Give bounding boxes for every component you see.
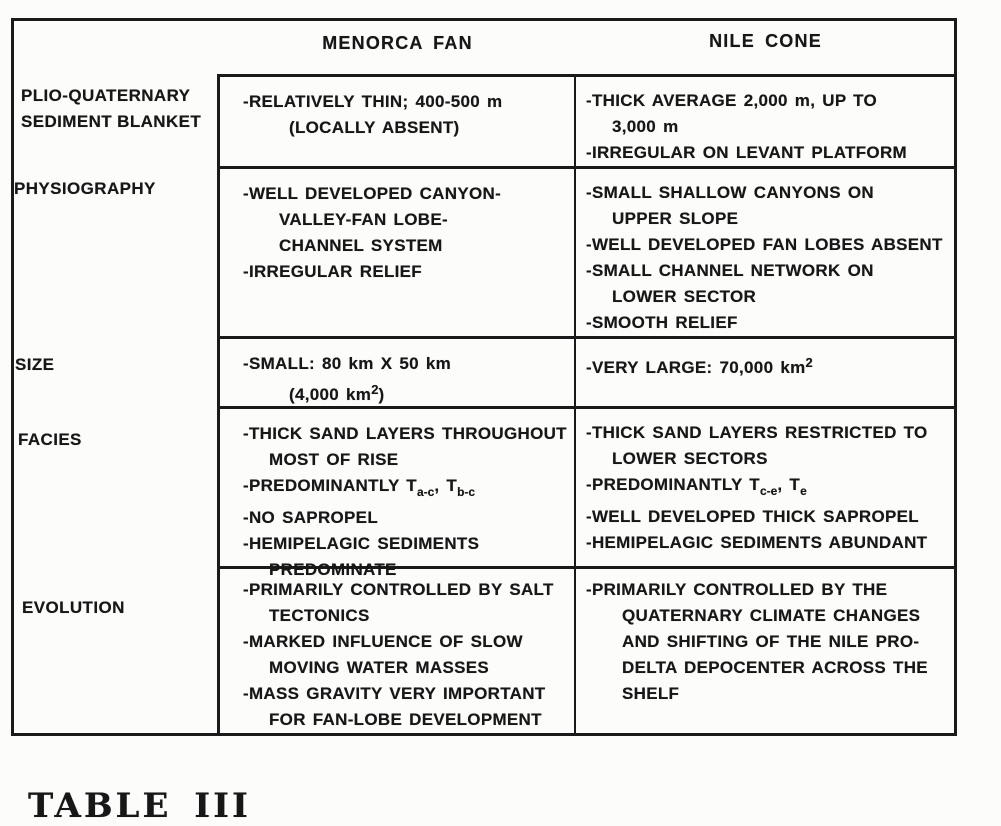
text-line: LOWER SECTORS [612, 449, 768, 468]
text-line: TECTONICS [269, 606, 370, 625]
text-line: -PRIMARILY CONTROLLED BY THE [586, 580, 888, 599]
cell-menorca-size [220, 339, 576, 406]
text-line: FOR FAN-LOBE DEVELOPMENT [269, 710, 542, 729]
text-line: QUATERNARY CLIMATE CHANGES [622, 606, 921, 625]
text-line: -WELL DEVELOPED CANYON- [243, 184, 502, 203]
row-label-evolution: EVOLUTION [22, 598, 125, 617]
text-line: UPPER SLOPE [612, 209, 739, 228]
row-label-plio-quaternary-sediment-blanket: PLIO-QUATERNARY SEDIMENT BLANKET [21, 86, 202, 131]
text-line: -HEMIPELAGIC SEDIMENTS ABUNDANT [586, 533, 928, 552]
cell-nile-size [576, 339, 954, 406]
column-header-nile-cone: NILE CONE [709, 31, 822, 51]
table-row-size [220, 339, 954, 409]
table-row-physiography [220, 169, 954, 339]
cell-menorca-physiography [220, 169, 576, 336]
cell-menorca-evolution [220, 569, 576, 733]
column-header-menorca-fan: MENORCA FAN [322, 33, 473, 53]
table-row-facies [220, 409, 954, 579]
text-line: LOWER SECTOR [612, 287, 757, 306]
text-line: -SMALL SHALLOW CANYONS ON [586, 183, 875, 202]
data-grid [217, 74, 957, 736]
text-line: (4,000 $km^2$) [289, 382, 385, 404]
table-row-sediment-blanket [220, 77, 954, 169]
text-line: -HEMIPELAGIC SEDIMENTS [243, 534, 480, 553]
text-line: -PRIMARILY CONTROLLED BY SALT [243, 580, 554, 599]
text-line: -SMALL: 80 km X 50 km [243, 354, 452, 373]
text-line: PREDOMINATE [269, 560, 397, 579]
row-label-physiography: PHYSIOGRAPHY [14, 179, 156, 198]
text-line: -VERY LARGE: 70,000 $km^2$ [586, 355, 813, 377]
cell-nile-facies [576, 409, 954, 566]
text-line: (LOCALLY ABSENT) [289, 118, 460, 137]
comparison-table [11, 18, 957, 736]
cell-nile-evolution [576, 569, 954, 733]
text-line: -MARKED INFLUENCE OF SLOW [243, 632, 523, 651]
table-caption: TABLE III [28, 786, 251, 826]
row-label-facies: FACIES [18, 430, 82, 449]
text-line: -RELATIVELY THIN; 400-500 m [243, 92, 503, 111]
text-line: 3,000 m [612, 117, 679, 136]
cell-nile-physiography [576, 169, 954, 336]
text-line: -IRREGULAR ON LEVANT PLATFORM [586, 143, 907, 162]
text-line: AND SHIFTING OF THE NILE PRO- [622, 632, 920, 651]
text-line: MOST OF RISE [269, 450, 399, 469]
text-line: VALLEY-FAN LOBE- [279, 210, 448, 229]
table-row-evolution [220, 569, 954, 733]
text-line: SHELF [622, 684, 680, 703]
cell-menorca-facies [220, 409, 576, 579]
text-line: -THICK AVERAGE 2,000 m, UP TO [586, 91, 878, 110]
text-line: -PREDOMINANTLY $T_{a-c}$, $T_{b-c}$ [243, 476, 476, 499]
text-line: DELTA DEPOCENTER ACROSS THE [622, 658, 928, 677]
text-line: MOVING WATER MASSES [269, 658, 490, 677]
text-line: -WELL DEVELOPED FAN LOBES ABSENT [586, 235, 943, 254]
cell-nile-sediment-blanket [576, 77, 954, 166]
text-line: -PREDOMINANTLY $T_{c-e}$, $T_e$ [586, 475, 807, 498]
text-line: -THICK SAND LAYERS RESTRICTED TO [586, 423, 928, 442]
text-line: -THICK SAND LAYERS THROUGHOUT [243, 424, 567, 443]
text-line: -SMOOTH RELIEF [586, 313, 738, 332]
text-line: -IRREGULAR RELIEF [243, 262, 422, 281]
text-line: -NO SAPROPEL [243, 508, 379, 527]
text-line: -SMALL CHANNEL NETWORK ON [586, 261, 874, 280]
cell-menorca-sediment-blanket [220, 77, 576, 166]
row-label-size: SIZE [15, 355, 55, 374]
text-line: -MASS GRAVITY VERY IMPORTANT [243, 684, 546, 703]
text-line: -WELL DEVELOPED THICK SAPROPEL [586, 507, 919, 526]
text-line: CHANNEL SYSTEM [279, 236, 443, 255]
